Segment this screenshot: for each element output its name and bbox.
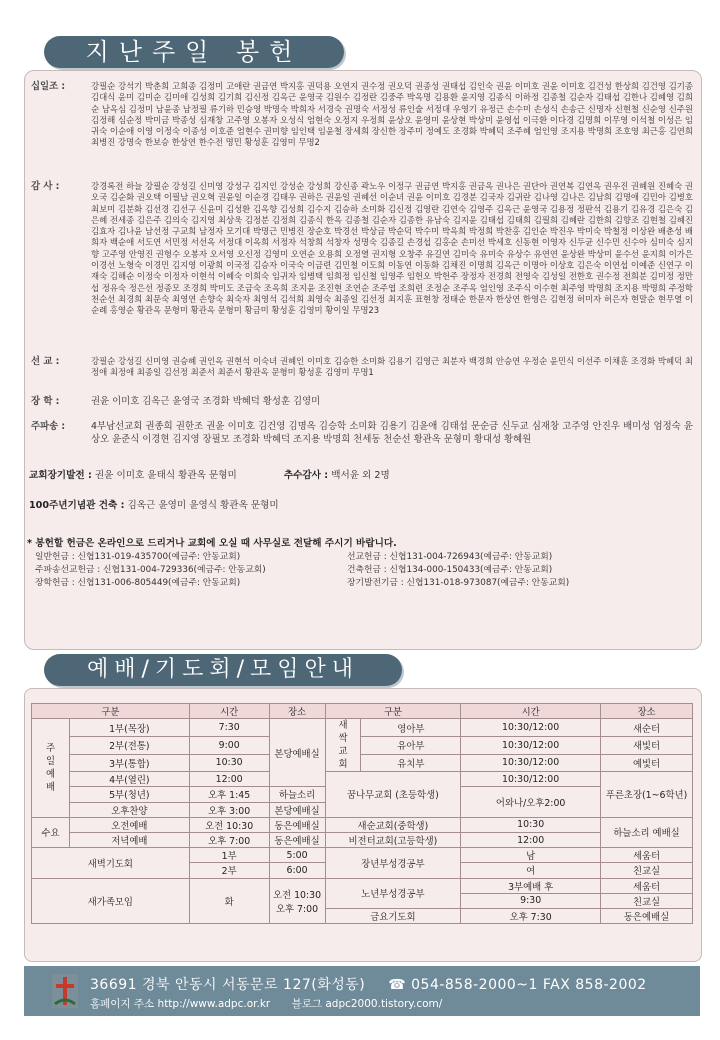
cell: 유치부 [361,754,461,772]
table-row [32,817,693,832]
footer-homepage[interactable]: 홈페이지 주소 http://www.adpc.or.kr [90,998,271,1010]
footer-address: 36691 경북 안동시 서동문로 127(화성동) [90,977,366,993]
cell: 예빛터 [601,754,693,772]
cell: 1부(목장) [69,719,189,737]
schedule-header: 예배/기도회/모임안내 [44,654,402,686]
building-names: 김옥근 윤영미 윤영식 황관옥 문형미 [127,500,279,511]
harvest-names: 백서윤 외 2명 [331,470,390,481]
footer-blog[interactable]: 블로그 adpc2000.tistory.com/ [291,998,443,1010]
cell: 수요 [32,817,70,847]
cell: 9:30 [461,893,601,908]
church-cross-icon [52,974,78,1008]
table-row [32,878,693,893]
cell: 새벽기도회 [32,848,190,878]
longterm-label: 교회장기발전 : [29,470,92,481]
cell: 4부(열린) [69,772,189,787]
cell: 6:00 [269,863,325,878]
cell: 10:30/12:00 [461,719,601,737]
cell: 새빛터 [601,736,693,754]
cell: 세움터 [601,878,693,893]
cell: 본당예배실 [269,802,325,817]
cell: 5부(청년) [69,787,189,802]
offering-panel [24,70,702,650]
cell: 10:30/12:00 [461,772,601,787]
footer-web-line [90,996,460,1011]
col-time-right: 시간 [461,704,601,719]
cell: 푸른초장(1~6학년) [601,772,693,818]
cell: 동은예배실 [601,908,693,923]
cell: 동은예배실 [269,817,325,832]
mission-section [31,356,693,379]
cell: 새순교회(중학생) [325,817,461,832]
building-row [29,497,279,511]
cell: 12:00 [189,772,269,787]
building-label: 100주년기념관 건축 : [29,500,125,511]
cell: 저녁예배 [69,832,189,847]
scholarship-label: 장 학 : [31,396,60,407]
cell: 10:30/12:00 [461,754,601,772]
church-footer [24,966,700,1016]
sunday-worship-group: 주일예배 [32,719,70,818]
cell: 3부예배 후 [461,878,601,893]
cell: 친교실 [601,863,693,878]
col-place-right: 장소 [601,704,693,719]
cell: 7:30 [189,719,269,737]
mission-label: 선 교 : [31,356,60,367]
footer-address-line [90,974,665,994]
cell: 오후 7:00 [189,832,269,847]
dispatch-label: 주파송 : [31,421,66,432]
cell: 영아부 [361,719,461,737]
cell: 9:00 [189,736,269,754]
thanks-names: 강경록전 하늘 강필순 강성길 신미영 강성구 김지인 강성순 강성희 강신종 곽노우 이정구 권금연 박지홍 권금옥 권나은 권단아 권연복 김연옥 권우진 권혜원 진혜숙 권오국 김순화 권오택 이필남 권오혁 권윤일 이순경 김태우 권하은 권윤일 권혜선 이순녀 권윤 이미호 김경분 김국자 김귀란 김나영 김나은 김남희 김명애 김민아 김병호 최보미 김분화 김선경 김선구 신윤미 김성환 김옥향 김성희 김수지 김승하 소미화 김신정 김영란 김연숙 김영주 김옥근 윤영국 김용정 정판석 김용기 김유경 김은숙 김은혜 전세종 김은주 김의숙 김지영 최상욱 김정분 김정희 김종식 한옥 김종철 김순자 김종한 유남숙 김지윤 김태섭 김태희 김필희 김혜란 김한희 김향조 김현철 김혜진 김효자 김나윤 남선정 구교희 남정자 모기대 박명근 민병진 장순호 박경선 박상금 박순덕 박수미 박옥희 박정희 박찬홍 김인순 박진우 박미숙 박철정 이상완 배춘성 배희자 백순애 서도연 서민정 서선옥 서정대 이옥희 서정자 석창희 석창자 성명숙 김종길 손경섭 김홍순 손미선 박세호 신동현 이영자 신두균 신수민 신수아 심미숙 심지향 고주영 안영진 권형수 오봉자 오서영 오신정 김영미 오연순 오용희 오정열 권지형 오창주 유길연 김미숙 유미숙 유상수 유연연 윤상완 박상미 윤수선 윤지희 이가은 이경선 노형숙 이경민 김지영 이광희 이국정 김승자 이국숙 이금련 김민철 이도희 이동연 이동화 김채진 이명희 김옥근 이명아 이상호 김은숙 이연섭 이예준 신연구 이재숙 김해순 이정숙 이정자 이현석 이혜숙 이희숙 임귀자 임병택 임희정 임신철 임영주 임헌오 박헌주 장정자 전경희 전영숙 김성일 전한호 권수정 전희분 김미정 정만섭 정유숙 정은선 정종모 조경희 박미도 조금숙 조옥희 조지윤 조진현 조연순 조주엽 조희련 조정순 조주옥 엄인영 조주식 이수현 최주영 박명희 조지용 박명희 주정학 천순선 최경희 최문숙 최영연 손향숙 최숙자 최영석 김석희 최영숙 최종일 김선정 최지훈 표현창 정태순 한문자 한상연 한영은 김현정 허미자 허은자 현말순 현무열 이순례 홍영순 황관옥 문형미 황관옥 문형미 황금미 황성훈 김영미 황이일 무명23 [91,181,693,316]
cell: 2부 [189,863,269,878]
cell: 10:30 [189,754,269,772]
cell: 오전예배 [69,817,189,832]
schedule-panel [24,688,702,962]
cell: 유아부 [361,736,461,754]
longterm-names: 권윤 이미호 윤태식 황관옥 문형미 [94,470,237,481]
cell: 금요기도회 [325,908,461,923]
cell: 새가족모임 [32,878,190,924]
thanks-label: 감 사 : [31,181,60,192]
account-dispatch: 주파송선교헌금 : 신협131-004-729336(예금주: 안동교회) [35,565,266,575]
cell: 비전터교회(고등학생) [325,832,461,847]
cell: 오전 10:30 오후 7:00 [269,878,325,924]
offering-header: 지난주일 봉헌 [44,36,344,68]
account-mission: 선교헌금 : 신협131-004-726943(예금주: 안동교회) [347,552,553,562]
cell: 12:00 [461,832,601,847]
cell: 하늘소리 예배실 [601,817,693,847]
cell: 새순터 [601,719,693,737]
thanks-section [31,181,693,317]
cell: 오후찬양 [69,802,189,817]
cell: 어와나/오후2:00 [461,787,601,817]
cell: 하늘소리 [269,787,325,802]
dispatch-section [31,421,693,446]
cell: 노년부성경공부 [325,878,461,908]
account-scholarship: 장학헌금 : 신협131-006-805449(예금주: 안동교회) [35,578,241,588]
cell: 세움터 [601,848,693,863]
cell: 2부(전통) [69,736,189,754]
cell: 본당예배실 [269,719,325,787]
scholarship-section [31,396,693,409]
footer-phone: ☎ 054-858-2000~1 FAX 858-2002 [388,977,647,993]
col-gubun-right: 구분 [325,704,461,719]
account-longterm: 장기발전기금 : 신협131-018-973087(예금주: 안동교회) [347,578,570,588]
table-row [32,772,693,787]
cell: 오후 3:00 [189,802,269,817]
cell: 3부(통합) [69,754,189,772]
account-general: 일반헌금 : 신협131-019-435700(예금주: 안동교회) [35,552,241,562]
table-header-row [32,704,693,719]
table-row [32,832,693,847]
col-place-left: 장소 [269,704,325,719]
scholarship-names: 권윤 이미호 김옥근 윤영국 조경화 박혜덕 황성훈 김영미 [91,396,321,407]
cell: 동은예배실 [269,832,325,847]
cell: 장년부성경공부 [325,848,461,878]
schedule-table [31,703,693,924]
cell: 친교실 [601,893,693,908]
cell: 10:30 [461,817,601,832]
cell: 화 [189,878,269,924]
sprout-group: 새싹교회 [325,719,361,772]
longterm-row [29,467,390,481]
table-row [32,848,693,863]
cell: 꿈나무교회 (초등학생) [325,772,461,818]
table-row [32,719,693,737]
col-gubun-left: 구분 [32,704,190,719]
tithe-label: 십일조 : [31,81,66,92]
cell: 오전 10:30 [189,817,269,832]
offering-notice: * 봉헌할 헌금은 온라인으로 드리거나 교회에 오실 때 사무실로 전달해 주시기 바랍니다. [27,538,397,549]
cell: 1부 [189,848,269,863]
cell: 오후 7:30 [461,908,601,923]
table-row [32,736,693,754]
tithe-section [31,81,693,149]
table-row [32,754,693,772]
cell: 5:00 [269,848,325,863]
harvest-label: 추수감사 : [283,470,329,481]
tithe-names: 강필순 강석기 박춘희 고희종 김정미 고애란 권금연 박지홍 권덕용 오연지 권수정 권오덕 권종성 권태섭 김인숙 권윤 이미호 권윤 이미호 김건성 한상희 김건영 김기종 김대식 윤미 김미순 김미애 김성희 김기희 김신정 김옥근 윤영국 김원수 김정란 김중주 박옥명 김용환 윤지영 김종식 이하정 김종철 김순자 김태섭 김한나 김혜영 김희순 남옥심 김정미 남윤종 남정필 류기하 민승영 박명숙 박희자 서경숙 권명숙 서정성 류인술 서정대 우영기 유정근 손수미 손성식 손송근 신명자 신현철 신순영 신주원 김정해 심순정 박미금 박종성 심재창 고주영 오봉자 오성식 엄현숙 오정지 우정희 윤상오 윤영미 윤상현 박상미 윤영섭 이극환 이다경 김명희 이무영 이석철 이성은 임귀숙 이순애 이영 이정숙 이종성 이호준 엄현수 권미향 임인택 임윤철 장세희 장신한 장주미 정예도 조경화 박혜덕 조주혜 엄인영 조지용 박명희 조호영 최근홍 김연희 최병진 강명숙 한보승 한상연 한수전 명민 황성훈 김영미 무명2 [91,81,693,148]
cell: 10:30/12:00 [461,736,601,754]
cell: 남 [461,848,601,863]
account-building: 건축헌금 : 신협134-000-150433(예금주: 안동교회) [347,565,553,575]
mission-names: 강필순 강성길 신미영 권승혜 권인옥 권현석 이숙녀 권혜인 이미호 김승한 소미화 김용기 김영근 최분자 백경희 안승연 우정순 윤민식 이선주 이채훈 조경화 박혜덕 최정애 최정애 최종일 김선정 최준서 최준서 황관옥 문형미 황성훈 김영미 무명1 [91,356,693,378]
col-time-left: 시간 [189,704,269,719]
cell: 오후 1:45 [189,787,269,802]
dispatch-names: 4부남선교회 권종희 권한조 권윤 이미호 김건영 김명옥 김승학 소미화 김용기 김윤애 김태섭 문순금 신두교 심재창 고주영 안진우 배미성 엄정숙 윤상오 윤준식 이경현 김지영 장필모 조경화 박혜덕 조지용 박명희 천세동 천순선 황관옥 문형미 황대성 황혜원 [91,421,693,445]
cell: 여 [461,863,601,878]
